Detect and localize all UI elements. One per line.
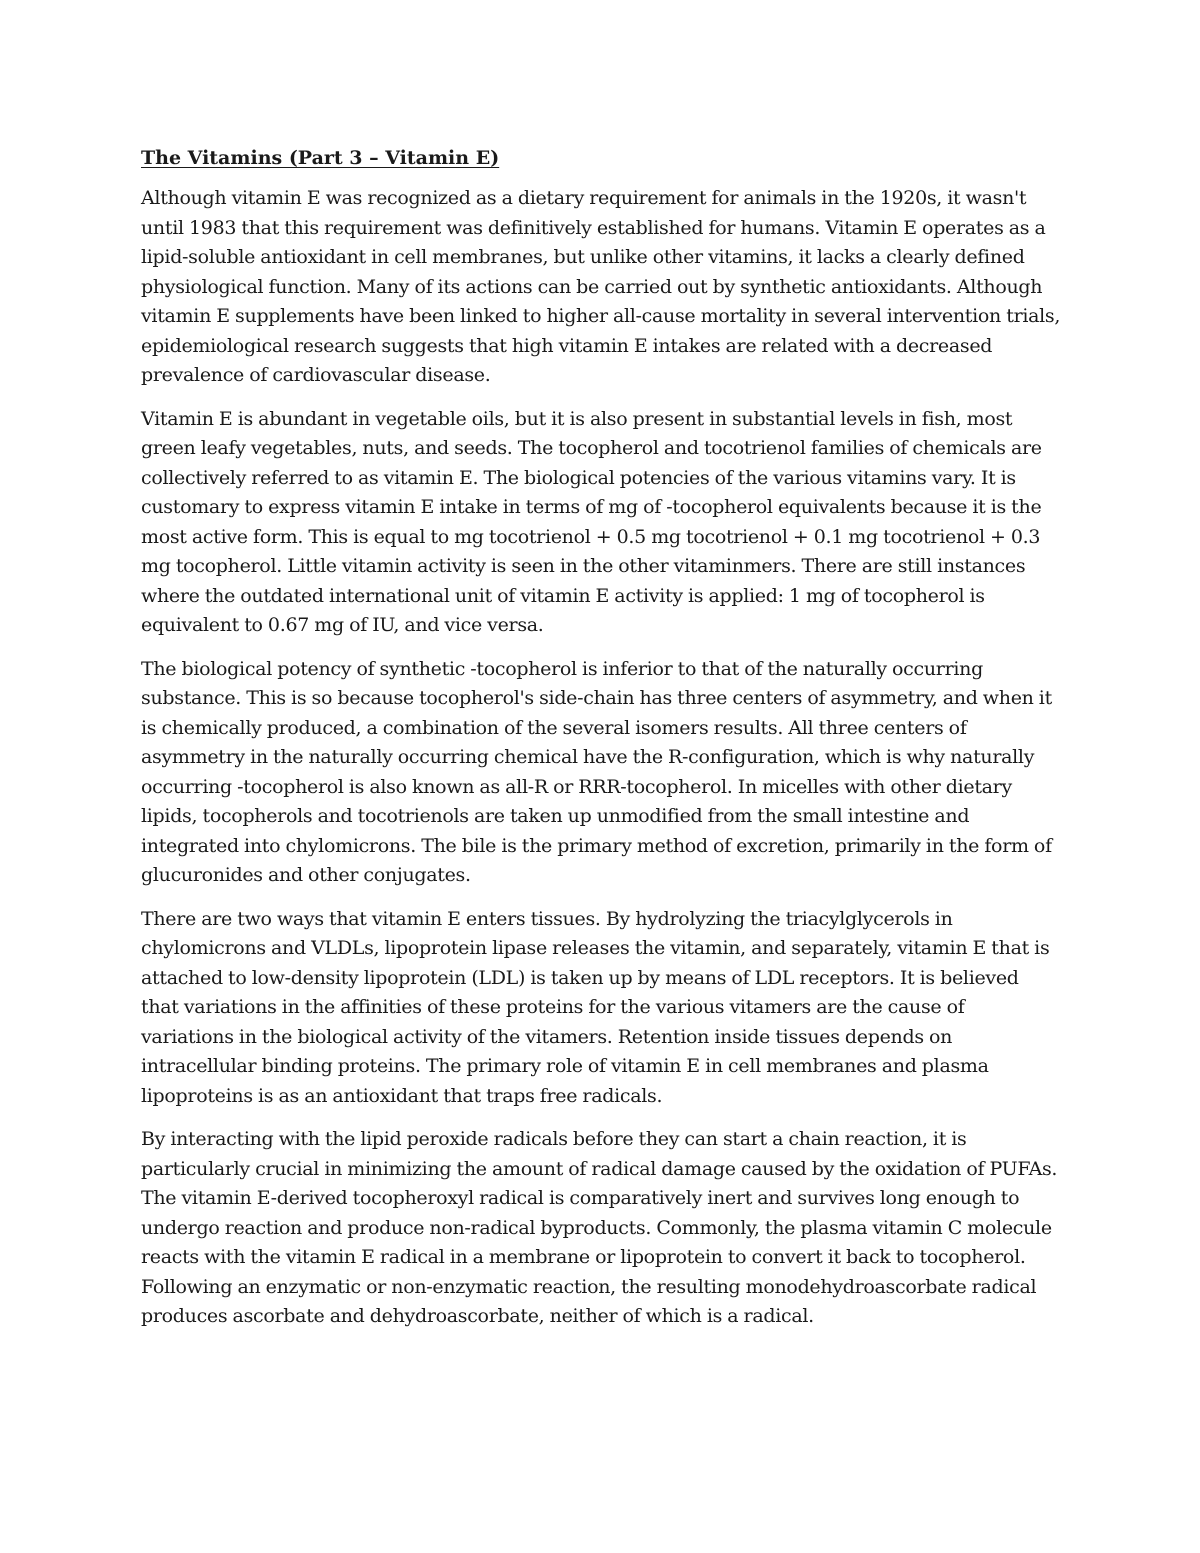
paragraph-intro: Although vitamin E was recognized as a dietary requirement for animals in the 1920s, it wasn't until 1983 that this requirement was definitively established for humans. Vitamin E operates as a lipid-soluble antioxidant in cell membranes, but unlike other vitamins, it lacks a clearly defined physiological function. Many of its actions can be carried out by synthetic antioxidants. Although vitamin E supplements have been linked to higher all-cause mortality in several intervention trials, epidemiological research suggests that high vitamin E intakes are related with a decreased prevalence of cardiovascular disease. — [141, 187, 1061, 386]
paragraph-antioxidant-role: By interacting with the lipid peroxide radicals before they can start a chain reaction, it is particularly crucial in minimizing the amount of radical damage caused by the oxidation of PUFAs. The vitamin E-derived tocopheroxyl radical is comparatively inert and survives long enough to undergo reaction and produce non-radical byproducts. Commonly, the plasma vitamin C molecule reacts with the vitamin E radical in a membrane or lipoprotein to convert it back to tocopherol. Following an enzymatic or non-enzymatic reaction, the resulting monodehydroascorbate radical produces ascorbate and dehydroascorbate, neither of which is a radical. — [141, 1128, 1058, 1327]
paragraph-potency: The biological potency of synthetic -tocopherol is inferior to that of the naturally occurring substance. This is so because tocopherol's side-chain has three centers of asymmetry, and when it is chemically produced, a combination of the several isomers results. All three centers of asymmetry in the naturally occurring chemical have the R-configuration, which is why naturally occurring -tocopherol is also known as all-R or RRR-tocopherol. In micelles with other dietary lipids, tocopherols and tocotrienols are taken up unmodified from the small intestine and integrated into chylomicrons. The bile is the primary method of excretion, primarily in the form of glucuronides and other conjugates. — [141, 657, 1052, 886]
paragraph-tissue-uptake: There are two ways that vitamin E enters tissues. By hydrolyzing the triacylglycerols in chylomicrons and VLDLs, lipoprotein lipase releases the vitamin, and separately, vitamin E that is attached to low-density lipoprotein (LDL) is taken up by means of LDL receptors. It is believed that variations in the affinities of these proteins for the various vitamers are the cause of variations in the biological activity of the vitamers. Retention inside tissues depends on intracellular binding proteins. The primary role of vitamin E in cell membranes and plasma lipoproteins is as an antioxidant that traps free radicals. — [141, 907, 1050, 1107]
paragraph-sources: Vitamin E is abundant in vegetable oils, but it is also present in substantial levels in fish, most green leafy vegetables, nuts, and seeds. The tocopherol and tocotrienol families of chemicals are collectively referred to as vitamin E. The biological potencies of the various vitamins vary. It is customary to express vitamin E intake in terms of mg of -tocopherol equivalents because it is the most active form. This is equal to mg tocotrienol + 0.5 mg tocotrienol + 0.1 mg tocotrienol + 0.3 mg tocopherol. Little vitamin activity is seen in the other vitaminmers. There are still instances where the outdated international unit of vitamin E activity is applied: 1 mg of tocopherol is equivalent to 0.67 mg of IU, and vice versa. — [141, 407, 1042, 636]
document-page — [141, 143, 1061, 1346]
document-title: The Vitamins (Part 3 – Vitamin E) — [141, 147, 500, 169]
